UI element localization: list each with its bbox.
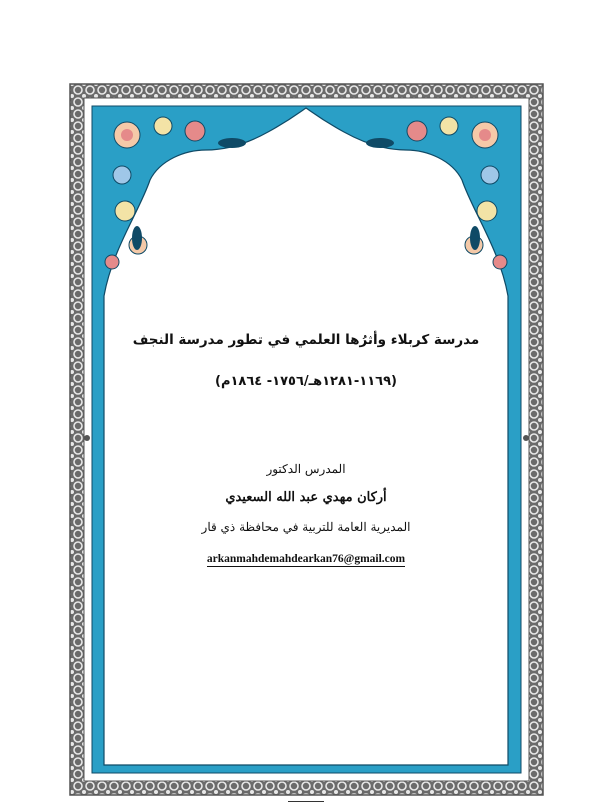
author-affiliation: المديرية العامة للتربية في محافظة ذي قار — [201, 520, 411, 534]
side-dot-right — [523, 435, 529, 441]
date-range: (١١٦٩-١٢٨١هـ/١٧٥٦- ١٨٦٤م) — [215, 374, 397, 389]
side-dot-left — [84, 435, 90, 441]
author-name: أركان مهدي عبد الله السعيدي — [225, 490, 387, 505]
author-role: المدرس الدكتور — [266, 462, 346, 476]
footer-rule — [288, 801, 324, 802]
author-email-container — [100, 547, 512, 567]
document-title: مدرسة كربلاء وأثرُها العلمي في تطور مدرسة النجف — [132, 332, 480, 348]
author-email-link[interactable]: arkanmahdemahdearkan76@gmail.com — [206, 553, 406, 565]
document-body — [100, 0, 512, 805]
